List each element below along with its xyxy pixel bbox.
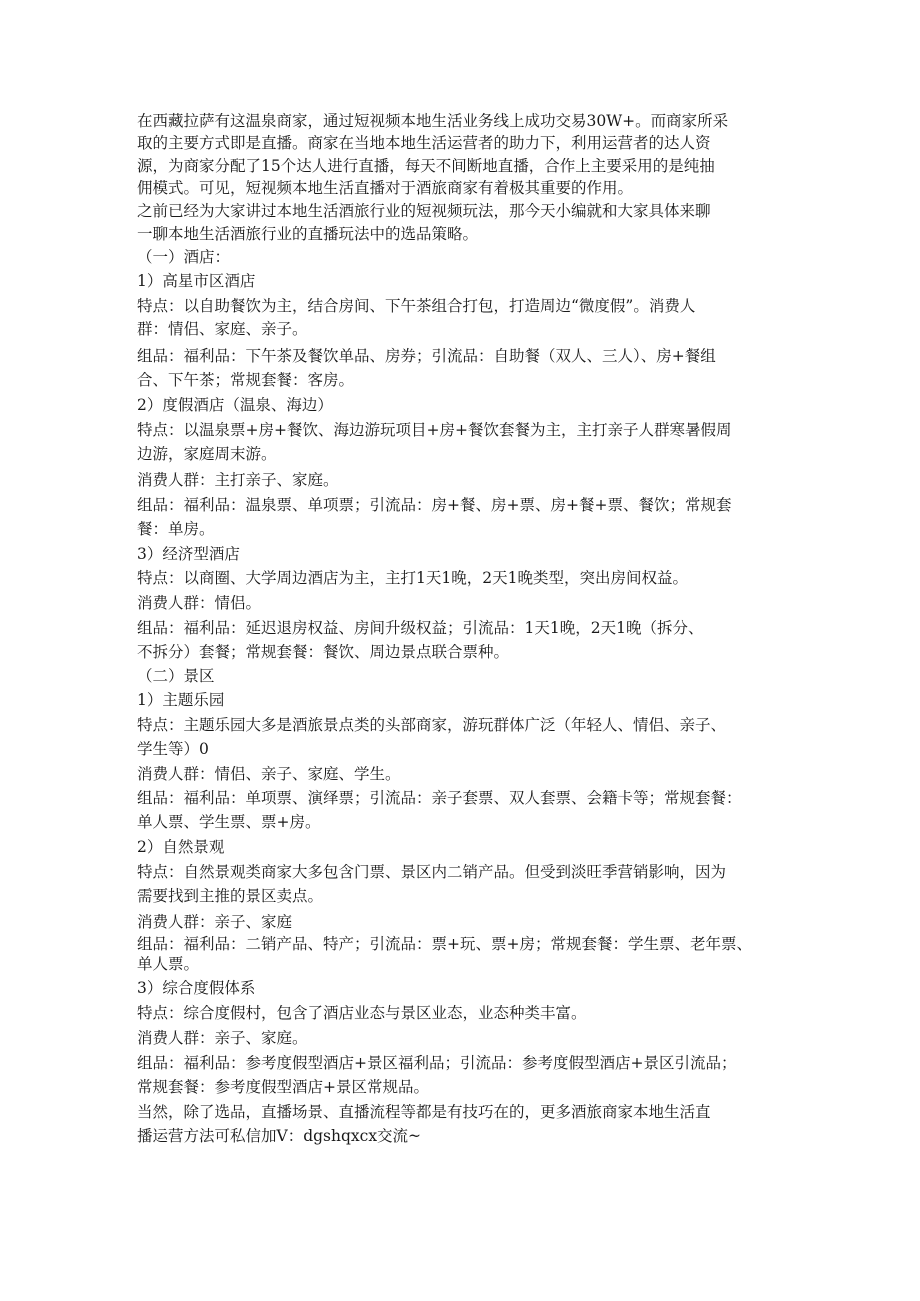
text-line: 一聊本地生活酒旅行业的直播玩法中的选品策略。 [137, 225, 479, 243]
subsection-heading: 1）高星市区酒店 [137, 272, 256, 290]
text-line: 消费人群：主打亲子、家庭。 [137, 471, 339, 489]
text-line: 特点：主题乐园大多是酒旅景点类的头部商家，游玩群体广泛（年轻人、情侣、亲子、 [137, 716, 727, 734]
subsection-heading: 3）经济型酒店 [137, 545, 240, 563]
text-line: 合、下午茶；常规套餐：客房。 [137, 371, 355, 389]
text-line: 学生等）0 [137, 740, 209, 758]
text-line: 源，为商家分配了15个达人进行直播，每天不间断地直播，合作上主要采用的是纯抽 [137, 157, 715, 175]
text-line: 之前已经为大家讲过本地生活酒旅行业的短视频玩法，那今天小编就和大家具体来聊 [137, 202, 711, 220]
text-line: 组品：福利品：下午茶及餐饮单品、房券；引流品：自助餐（双人、三人）、房+餐组 [137, 347, 716, 365]
text-line: 群：情侣、家庭、亲子。 [137, 320, 308, 338]
text-line: 常规套餐：参考度假型酒店+景区常规品。 [137, 1078, 429, 1096]
text-line: 特点：以自助餐饮为主，结合房间、下午茶组合打包，打造周边“微度假”。消费人 [137, 297, 696, 315]
text-line: 取的主要方式即是直播。商家在当地本地生活运营者的助力下，利用运营者的达人资 [137, 134, 711, 152]
text-line: 消费人群：亲子、家庭 [137, 913, 293, 931]
text-line: 组品：福利品：二销产品、特产；引流品：票+玩、票+房；常规套餐：学生票、老年票、 [137, 935, 752, 953]
text-line: 需要找到主推的景区卖点。 [137, 887, 324, 905]
text-line: 消费人群：情侣、亲子、家庭、学生。 [137, 765, 401, 783]
subsection-heading: 3）综合度假体系 [137, 979, 256, 997]
text-line: 餐：单房。 [137, 520, 215, 538]
subsection-heading: 2）自然景观 [137, 838, 225, 856]
text-line: 单人票、学生票、票+房。 [137, 813, 321, 831]
text-line: 单人票。 [137, 955, 200, 973]
text-line: 消费人群：情侣。 [137, 594, 262, 612]
text-line: 消费人群：亲子、家庭。 [137, 1029, 308, 1047]
text-line: 组品：福利品：延迟退房权益、房间升级权益；引流品：1天1晚，2天1晚（拆分、 [137, 619, 704, 637]
text-line: 佣模式。可见，短视频本地生活直播对于酒旅商家有着极其重要的作用。 [137, 179, 634, 197]
section-heading: （二）景区 [137, 667, 215, 685]
text-line: 特点：以温泉票+房+餐饮、海边游玩项目+房+餐饮套餐为主，主打亲子人群寒暑假周 [137, 421, 732, 439]
text-line: 不拆分）套餐；常规套餐：餐饮、周边景点联合票种。 [137, 643, 510, 661]
text-line: 组品：福利品：单项票、演绎票；引流品：亲子套票、双人套票、会籍卡等；常规套餐： [137, 789, 742, 807]
text-line: 组品：福利品：参考度假型酒店+景区福利品；引流品：参考度假型酒店+景区引流品； [137, 1054, 737, 1072]
subsection-heading: 2）度假酒店（温泉、海边） [137, 396, 333, 414]
text-line: 组品：福利品：温泉票、单项票；引流品：房+餐、房+票、房+餐+票、餐饮；常规套 [137, 496, 732, 514]
section-heading: （一）酒店： [137, 248, 231, 266]
text-line: 特点：自然景观类商家大多包含门票、景区内二销产品。但受到淡旺季营销影响，因为 [137, 863, 727, 881]
subsection-heading: 1）主题乐园 [137, 691, 225, 709]
text-line: 特点：以商圈、大学周边酒店为主，主打1天1晚，2天1晚类型，突出房间权益。 [137, 569, 688, 587]
text-line: 特点：综合度假村，包含了酒店业态与景区业态，业态种类丰富。 [137, 1004, 587, 1022]
text-line: 在西藏拉萨有这温泉商家，通过短视频本地生活业务线上成功交易30W+。而商家所采 [137, 112, 729, 130]
text-line: 播运营方法可私信加V：dgshqxcx交流~ [137, 1127, 422, 1145]
text-line: 边游，家庭周末游。 [137, 445, 277, 463]
text-line: 当然，除了选品，直播场景、直播流程等都是有技巧在的，更多酒旅商家本地生活直 [137, 1103, 711, 1121]
